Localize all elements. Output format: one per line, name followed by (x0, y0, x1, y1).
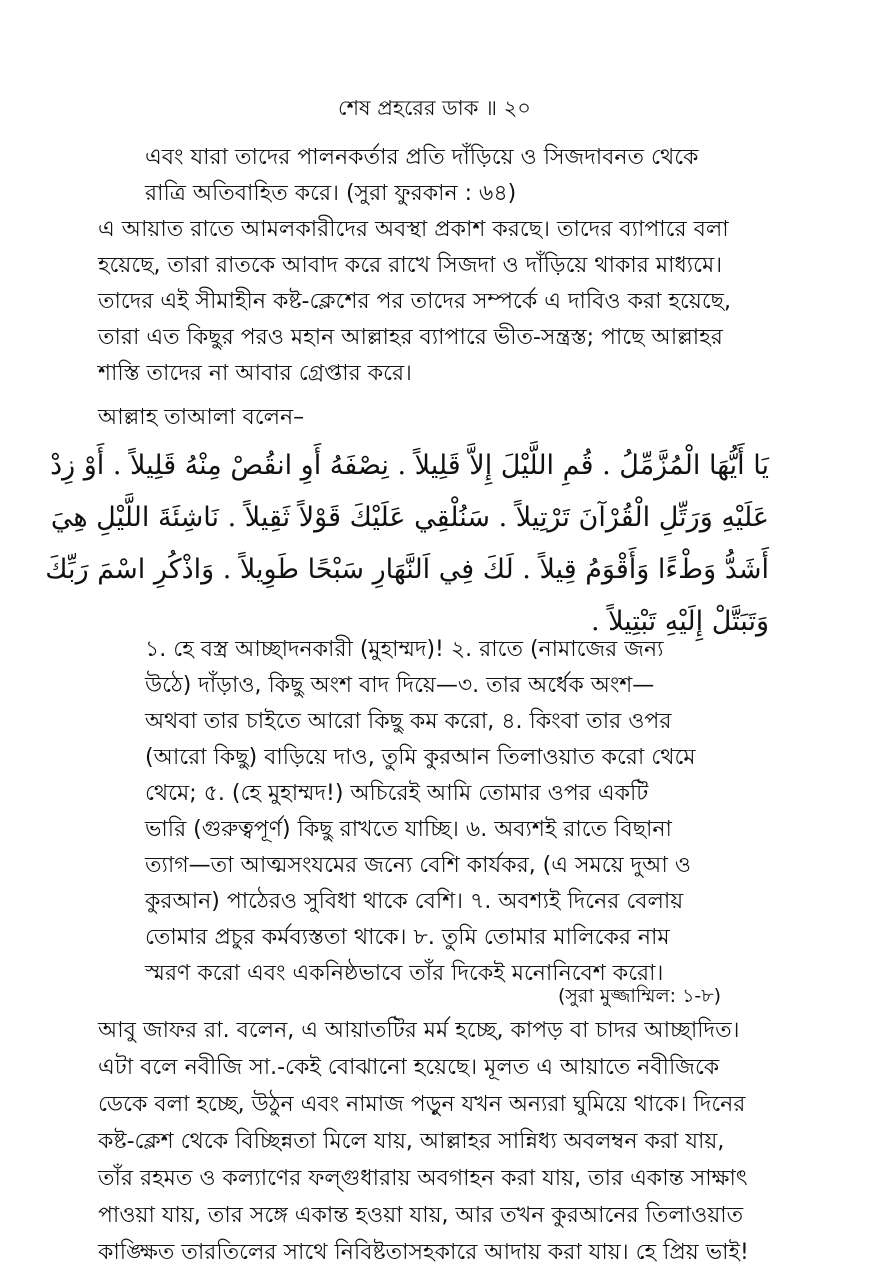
text-line: তোমার প্রচুর কর্মব্যস্ততা থাকে। ৮. তুমি তোমার মালিকের নাম (145, 925, 670, 950)
text-line: তাদের এই সীমাহীন কষ্ট-ক্লেশের পর তাদের সম্পর্কে এ দাবিও করা হয়েছে, (98, 289, 732, 314)
translation-block (145, 632, 696, 992)
text-line: ১. হে বস্ত্র আচ্ছাদনকারী (মুহাম্মদ)! ২. রাতে (নামাজের জন্য (145, 637, 664, 662)
text-line: তাঁর রহমত ও কল্যাণের ফল্গুধারায় অবগাহন করা যায়, তার একান্ত সাক্ষাৎ (98, 1166, 748, 1191)
text-line: অথবা তার চাইতে আরো কিছু কম করো, ৪. কিংবা তার ওপর (145, 709, 672, 734)
text-line: আবু জাফর রা. বলেন, এ আয়াতটির মর্ম হচ্ছে, কাপড় বা চাদর আচ্ছাদিত। (98, 1018, 740, 1043)
text-line: (আরো কিছু) বাড়িয়ে দাও, তুমি কুরআন তিলাওয়াত করো থেমে (145, 745, 696, 770)
arabic-line: وَتَبَتَّلْ إِلَيْهِ تَبْتِيلاً . (590, 606, 769, 637)
text-line: কুরআন) পাঠেরও সুবিধা থাকে বেশি। ৭. অবশ্যই দিনের বেলায় (145, 889, 684, 914)
text-line: কষ্ট-ক্লেশ থেকে বিচ্ছিন্নতা মিলে যায়, আল্লাহর সান্নিধ্য অবলম্বন করা যায়, (98, 1129, 725, 1154)
surah-citation: (সুরা মুজ্জাম্মিল: ১-৮) (557, 985, 721, 1007)
page-header: শেষ প্রহরের ডাক ॥ ২০ (338, 96, 531, 120)
commentary-paragraph (98, 212, 731, 392)
text-line: থেমে; ৫. (হে মুহাম্মদ!) অচিরেই আমি তোমার ওপর একটি (145, 781, 649, 806)
text-line: পাওয়া যায়, তার সঙ্গে একান্ত হওয়া যায়, আর তখন কুরআনের তিলাওয়াত (98, 1203, 744, 1228)
text-line: তারা এত কিছুর পরও মহান আল্লাহর ব্যাপারে ভীত-সন্ত্রস্ত; পাছে আল্লাহর (98, 325, 723, 350)
text-line: শাস্তি তাদের না আবার গ্রেপ্তার করে। (98, 361, 412, 386)
text-line: স্মরণ করো এবং একনিষ্ঠভাবে তাঁর দিকেই মনোনিবেশ করো। (145, 961, 664, 986)
allah-says-line (98, 400, 304, 436)
arabic-verses (45, 440, 769, 648)
text-line: ভারি (গুরুত্বপূর্ণ) কিছু রাখতে যাচ্ছি। ৬. অব্যশই রাতে বিছানা (145, 817, 672, 842)
text-line: ত্যাগ—তা আত্মসংযমের জন্যে বেশি কার্যকর, (এ সময়ে দুআ ও (145, 853, 691, 878)
arabic-line: عَلَيْهِ وَرَتِّلِ الْقُرْآنَ تَرْتِيلاً . سَنُلْقِي عَلَيْكَ قَوْلاً ثَقِيلاً . نَاشِئَةَ اللَّيْلِ هِيَ (50, 502, 769, 533)
text-line: উঠে) দাঁড়াও, কিছু অংশ বাদ দিয়ে—৩. তার অর্ধেক অংশ— (145, 673, 655, 698)
text-line: ডেকে বলা হচ্ছে, উঠুন এবং নামাজ পড়ুন যখন অন্যরা ঘুমিয়ে থাকে। দিনের (98, 1092, 746, 1117)
closing-paragraph (98, 1012, 749, 1271)
text-line: হয়েছে, তারা রাতকে আবাদ করে রাখে সিজদা ও দাঁড়িয়ে থাকার মাধ্যমে। (98, 253, 723, 278)
arabic-line: أَشَدُّ وَطْءًا وَأَقْوَمُ قِيلاً . لَكَ فِي اَلنَّهَارِ سَبْحًا طَوِيلاً . وَاذْكُرِ اسْمَ رَبِّكَ (45, 554, 769, 585)
text-line: এ আয়াত রাতে আমলকারীদের অবস্থা প্রকাশ করছে। তাদের ব্যাপারে বলা (98, 217, 729, 242)
text-line: আল্লাহ তাআলা বলেন– (98, 405, 305, 430)
text-line: কাঙ্ক্ষিত তারতিলের সাথে নিবিষ্টতাসহকারে আদায় করা যায়। হে প্রিয় ভাই! (98, 1240, 749, 1265)
verse-lead-block (145, 140, 698, 212)
arabic-line: يَا أَيُّهَا الْمُزَّمِّلُ . قُمِ اللَّيْلَ إِلاَّ قَلِيلاً . نِصْفَهُ أَوِ انقُصْ مِنْهُ قَلِيلاً . أَوْ زِدْ (50, 450, 769, 481)
text-line: এবং যারা তাদের পালনকর্তার প্রতি দাঁড়িয়ে ও সিজদাবনত থেকে (145, 145, 699, 170)
text-line: এটা বলে নবীজি সা.-কেই বোঝানো হয়েছে। মূলত এ আয়াতে নবীজিকে (98, 1055, 720, 1080)
text-line: রাত্রি অতিবাহিত করে। (সুরা ফুরকান : ৬৪) (145, 181, 517, 206)
